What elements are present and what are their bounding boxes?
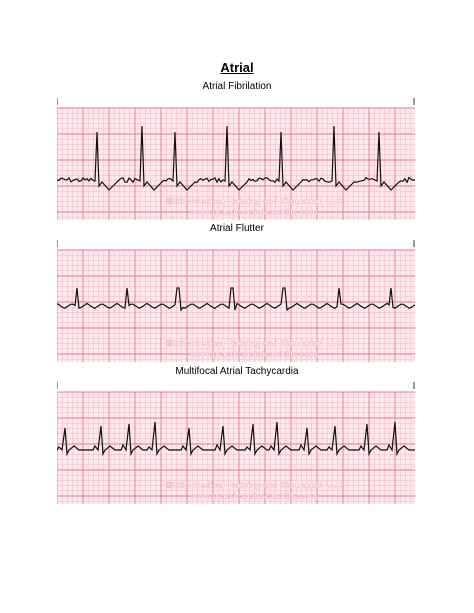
strip-caption-atrial-flutter: Atrial Flutter (210, 223, 264, 234)
watermark-copyright: ©2013 Medical Training and Simulation LLC (165, 338, 343, 348)
watermark-copyright: ©2013 Medical Training and Simulation LLC (165, 480, 343, 490)
page-title: Atrial (220, 60, 254, 75)
watermark-url: www.practicalclinicalskills.com (190, 349, 318, 359)
strip-caption-multifocal-atrial-tachycardia: Multifocal Atrial Tachycardia (175, 366, 299, 377)
strip-caption-atrial-fibrillation: Atrial Fibrilation (202, 81, 272, 92)
ecg-strip-atrial-fibrillation (57, 98, 415, 220)
watermark-copyright: ©2013 Medical Training and Simulation LLC (165, 196, 343, 206)
ecg-strip-multifocal-atrial-tachycardia (57, 382, 415, 504)
watermark-url: www.practicalclinicalskills.com (190, 491, 318, 501)
ecg-strip-svg (57, 382, 415, 504)
ecg-strip-svg (57, 240, 415, 362)
ecg-strip-atrial-flutter (57, 240, 415, 362)
ecg-strip-svg (57, 98, 415, 220)
watermark-url: www.practicalclinicalskills.com (190, 207, 318, 217)
